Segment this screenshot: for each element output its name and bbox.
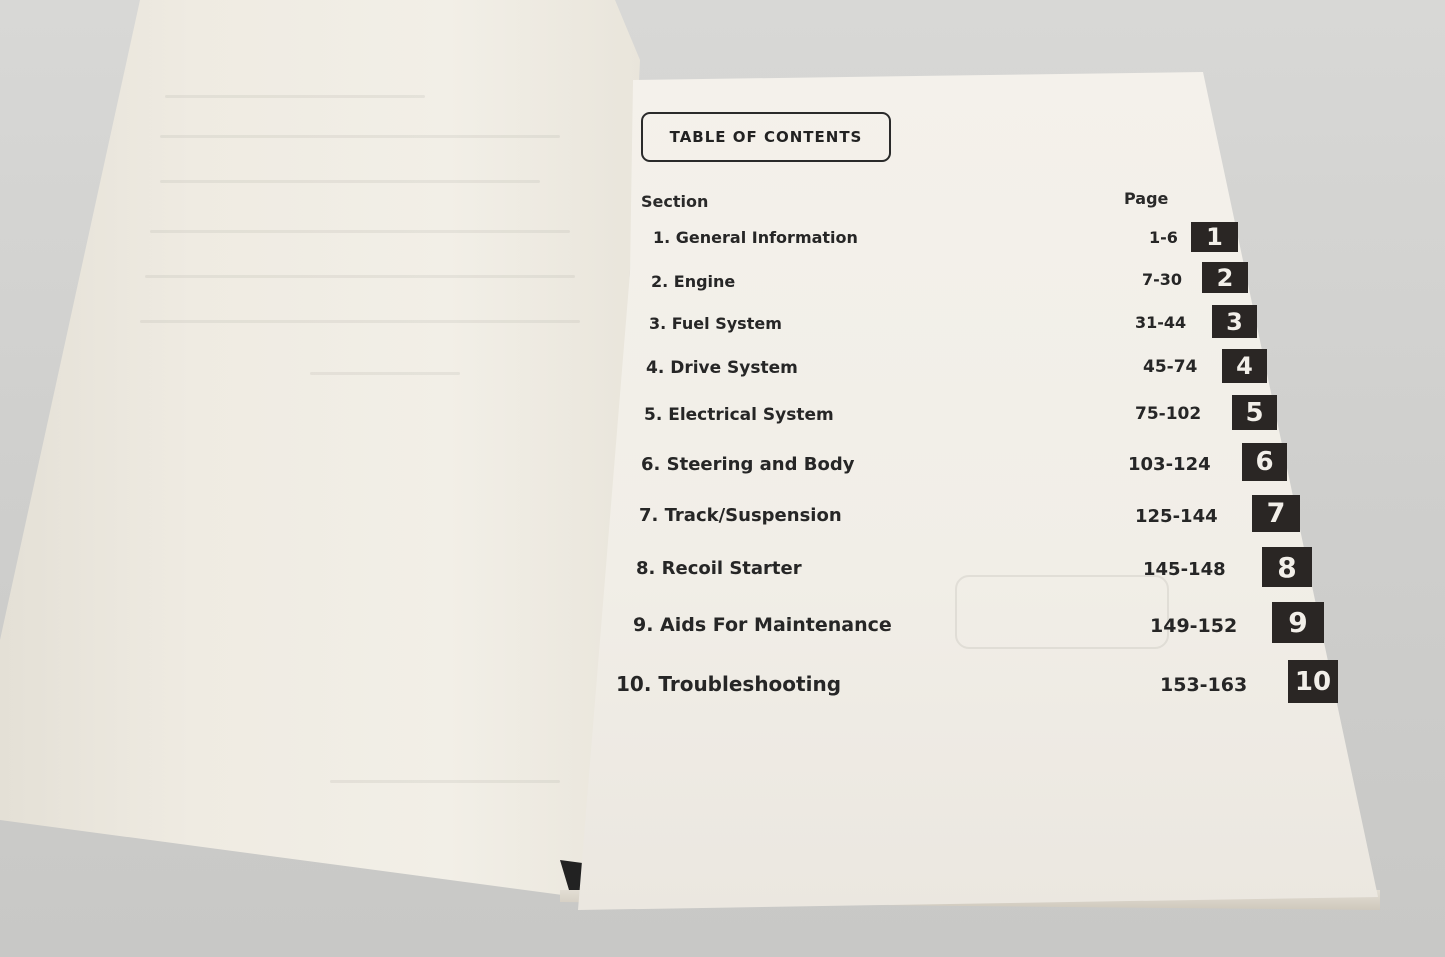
section-tab: 4 (1222, 349, 1267, 383)
section-tab: 6 (1242, 443, 1287, 481)
toc-entry-label: 5. Electrical System (644, 405, 834, 425)
section-tab: 7 (1252, 495, 1300, 532)
ghost-text-line (150, 230, 570, 233)
ghost-text-line (160, 180, 540, 183)
toc-entry-label: 3. Fuel System (649, 314, 782, 333)
bleed-through-box (955, 575, 1169, 649)
toc-entry-label: 9. Aids For Maintenance (633, 614, 892, 636)
toc-title: TABLE OF CONTENTS (669, 128, 863, 146)
toc-entry-label: 7. Track/Suspension (639, 505, 842, 526)
toc-entry-pages: 7-30 (1142, 270, 1183, 289)
section-tab: 8 (1262, 547, 1312, 587)
page-column-header: Page (1124, 189, 1169, 208)
toc-entry-pages: 45-74 (1143, 357, 1198, 377)
section-tab: 1 (1191, 222, 1238, 252)
toc-entry-pages: 1-6 (1149, 228, 1178, 247)
toc-entry-label: 6. Steering and Body (641, 454, 855, 475)
toc-entry-pages: 103-124 (1128, 454, 1211, 475)
section-tab: 9 (1272, 602, 1324, 643)
ghost-text-line (165, 95, 425, 98)
section-column-header: Section (641, 192, 709, 211)
section-tab: 5 (1232, 395, 1277, 430)
toc-title-box (641, 112, 891, 162)
toc-entry-label: 1. General Information (653, 228, 858, 247)
toc-entry-pages: 75-102 (1135, 404, 1202, 424)
section-tab: 2 (1202, 262, 1248, 293)
toc-entry-label: 4. Drive System (646, 358, 798, 378)
ghost-text-line (145, 275, 575, 278)
section-tab: 10 (1288, 660, 1338, 703)
ghost-text-line (310, 372, 460, 375)
toc-entry-pages: 31-44 (1135, 313, 1187, 332)
ghost-text-line (140, 320, 580, 323)
ghost-text-line (160, 135, 560, 138)
section-tab: 3 (1212, 305, 1257, 338)
toc-entry-pages: 125-144 (1135, 506, 1218, 527)
toc-entry-pages: 145-148 (1143, 559, 1226, 580)
toc-entry-pages: 153-163 (1160, 674, 1248, 696)
toc-entry-pages: 149-152 (1150, 615, 1238, 637)
toc-entry-label: 8. Recoil Starter (636, 558, 802, 579)
toc-entry-label: 2. Engine (651, 272, 736, 291)
bleed-through-heading (900, 100, 908, 129)
ghost-text-line (330, 780, 560, 783)
toc-entry-label: 10. Troubleshooting (616, 672, 842, 696)
